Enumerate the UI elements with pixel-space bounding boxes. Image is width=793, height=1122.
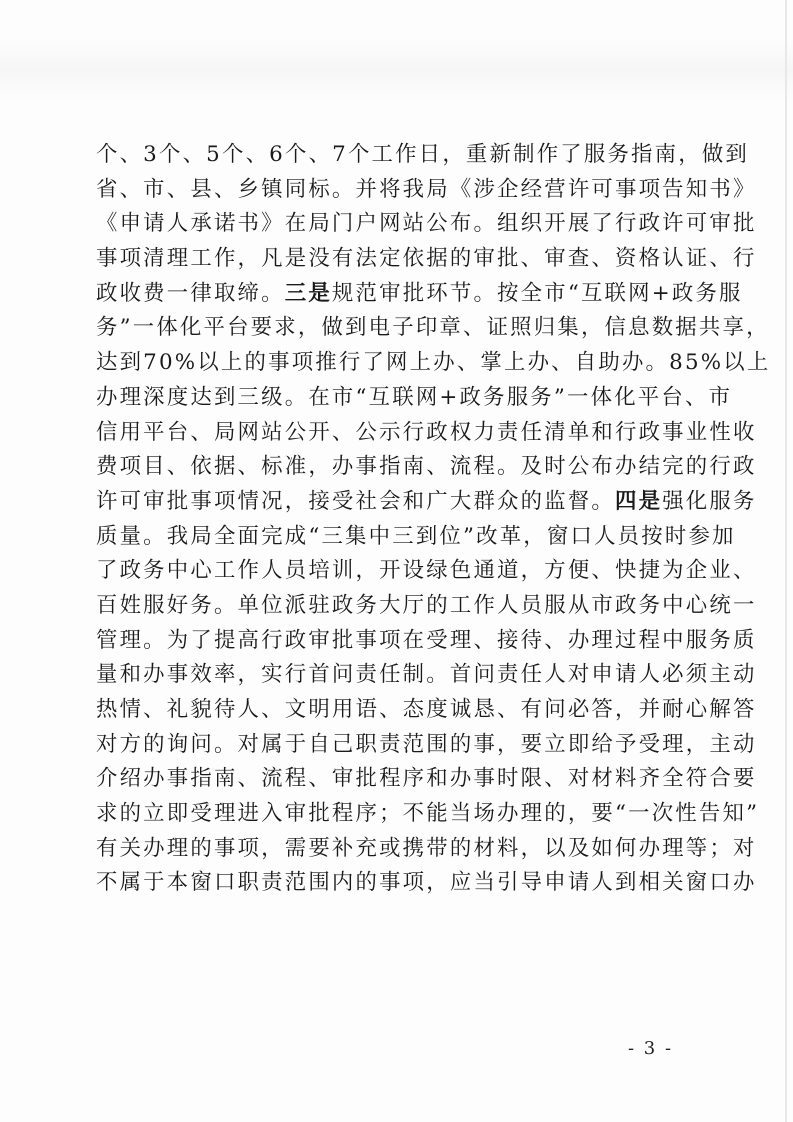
text-segment: 百姓服好务。单位派驻政务大厅的工作人员服从市政务中心统一	[96, 592, 757, 618]
text-segment: 强化服务	[662, 488, 757, 514]
page-number: - 3 -	[628, 1038, 674, 1059]
text-line	[96, 589, 757, 624]
text-line	[96, 416, 757, 451]
text-segment: 政收费一律取缔。	[96, 280, 285, 306]
text-line	[96, 762, 757, 797]
text-segment: 管理。为了提高行政审批事项在受理、接待、办理过程中服务质	[96, 627, 757, 653]
text-segment: 省、市、县、乡镇同标。并将我局《涉企经营许可事项告知书》	[96, 176, 757, 202]
text-segment: 《申请人承诺书》在局门户网站公布。组织开展了行政许可审批	[96, 211, 757, 237]
text-segment: 不属于本窗口职责范围内的事项，应当引导申请人到相关窗口办	[96, 870, 757, 896]
text-line	[96, 624, 757, 659]
body-text	[96, 138, 771, 901]
text-segment: 务”一体化平台要求，做到电子印章、证照归集，信息数据共享，	[96, 315, 770, 341]
text-line	[96, 450, 757, 485]
text-line	[96, 242, 757, 277]
text-line	[96, 554, 757, 589]
text-segment: 事项清理工作，凡是没有法定依据的审批、审查、资格认证、行	[96, 246, 757, 272]
bold-label: 四是	[615, 488, 663, 514]
text-line	[96, 520, 736, 555]
text-line	[96, 346, 771, 381]
text-segment: 求的立即受理进入审批程序；不能当场办理的，要“一次性告知”	[96, 801, 760, 827]
text-segment: 达到70%以上的事项推行了网上办、掌上办、自助办。85%以上	[96, 350, 771, 376]
text-line	[96, 866, 757, 901]
text-segment: 热情、礼貌待人、文明用语、态度诚恳、有问必答，并耐心解答	[96, 697, 757, 722]
text-segment: 信用平台、局网站公开、公示行政权力责任清单和行政事业性收	[96, 419, 757, 445]
text-line	[96, 797, 760, 832]
text-line	[96, 138, 750, 173]
text-line	[96, 728, 757, 763]
text-segment: 量和办事效率，实行首问责任制。首问责任人对申请人必须主动	[96, 662, 757, 688]
text-line	[96, 311, 770, 346]
scan-edge	[785, 0, 787, 1122]
text-line	[96, 381, 733, 416]
scan-artifact-band	[0, 40, 793, 100]
text-segment: 许可审批事项情况，接受社会和广大群众的监督。	[96, 488, 615, 514]
text-segment: 有关办理的事项，需要补充或携带的材料，以及如何办理等；对	[96, 835, 757, 861]
text-line	[96, 832, 757, 867]
text-segment: 费项目、依据、标准，办事指南、流程。及时公布办结完的行政	[96, 454, 757, 480]
bold-label: 三是	[284, 280, 332, 306]
text-line	[96, 658, 757, 693]
text-line	[96, 207, 757, 242]
text-line	[96, 693, 757, 728]
text-segment: 个、3个、5个、6个、7个工作日，重新制作了服务指南，做到	[96, 142, 750, 167]
text-segment: 了政务中心工作人员培训，开设绿色通道，方便、快捷为企业、	[96, 558, 757, 584]
text-segment: 介绍办事指南、流程、审批程序和办事时限、对材料齐全符合要	[96, 766, 757, 792]
text-line	[96, 173, 757, 208]
text-segment: 对方的询问。对属于自己职责范围的事，要立即给予受理，主动	[96, 731, 757, 757]
text-line	[96, 277, 743, 312]
text-segment: 办理深度达到三级。在市“互联网+政务服务”一体化平台、市	[96, 384, 733, 410]
text-segment: 质量。我局全面完成“三集中三到位”改革，窗口人员按时参加	[96, 523, 736, 549]
text-segment: 规范审批环节。按全市“互联网+政务服	[331, 280, 743, 306]
text-line	[96, 485, 757, 520]
